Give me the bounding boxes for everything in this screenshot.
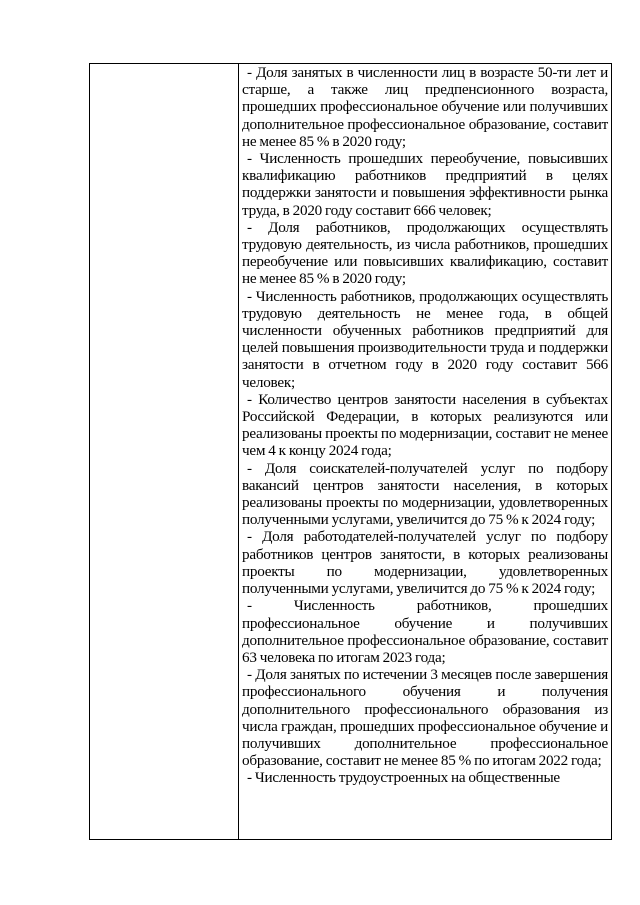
indicator-paragraph: - Численность работников, прошедших профессиональное обучение и получивших дополнительное профессиональное образование, составит 63 человека по итогам 2023 года; <box>242 597 608 666</box>
indicator-paragraph: - Численность прошедших переобучение, повысивших квалификацию работников предприятий в целях поддержки занятости и повышения эффективности рынка труда, в 2020 году составит 666 человек; <box>242 150 608 219</box>
indicator-paragraph: - Численность трудоустроенных на общественные <box>247 769 560 787</box>
indicator-paragraph: - Доля соискателей-получателей услуг по подбору вакансий центров занятости населения, в которых реализованы проекты по модернизации, удовлетворенных полученными услугами, увеличится до 75 % к 2024 году; <box>242 459 608 529</box>
table-left-cell <box>90 64 239 839</box>
indicator-paragraph: - Численность работников, продолжающих осуществлять трудовую деятельность не менее года, в общей численности обученных работников предприятий для целей повышения производительности труда и поддержки занятости в отчетном году в 2020 году составит 566 человек; <box>242 287 608 391</box>
indicator-paragraph: - Доля занятых в численности лиц в возрасте 50-ти лет и старше, а также лиц предпенсионного возраста, прошедших профессиональное обучение или получивших дополнительное профессиональное образование, составит не менее 85 % в 2020 году; <box>242 64 608 150</box>
indicator-paragraph: - Доля работников, продолжающих осуществлять трудовую деятельность, из числа работников, прошедших переобучение или повысивших квалификацию, составит не менее 85 % в 2020 году; <box>242 218 608 288</box>
document-table <box>89 63 612 840</box>
indicator-paragraph: - Доля работодателей-получателей услуг по подбору работников центров занятости, в которых реализованы проекты по модернизации, удовлетворенных полученными услугами, увеличится до 75 % к 2024 году; <box>242 528 608 598</box>
indicator-paragraph: - Доля занятых по истечении 3 месяцев после завершения профессионального обучения и получения дополнительного профессионального образования из числа граждан, прошедших профессиональное обучение и получивших дополнительное профессиональное образование, составит не менее 85 % по итогам 2022 года; <box>242 666 608 770</box>
indicator-paragraph: - Количество центров занятости населения в субъектах Российской Федерации, в которых реализуются или реализованы проекты по модернизации, составит не менее чем 4 к концу 2024 года; <box>242 390 608 460</box>
table-right-cell <box>239 64 611 839</box>
